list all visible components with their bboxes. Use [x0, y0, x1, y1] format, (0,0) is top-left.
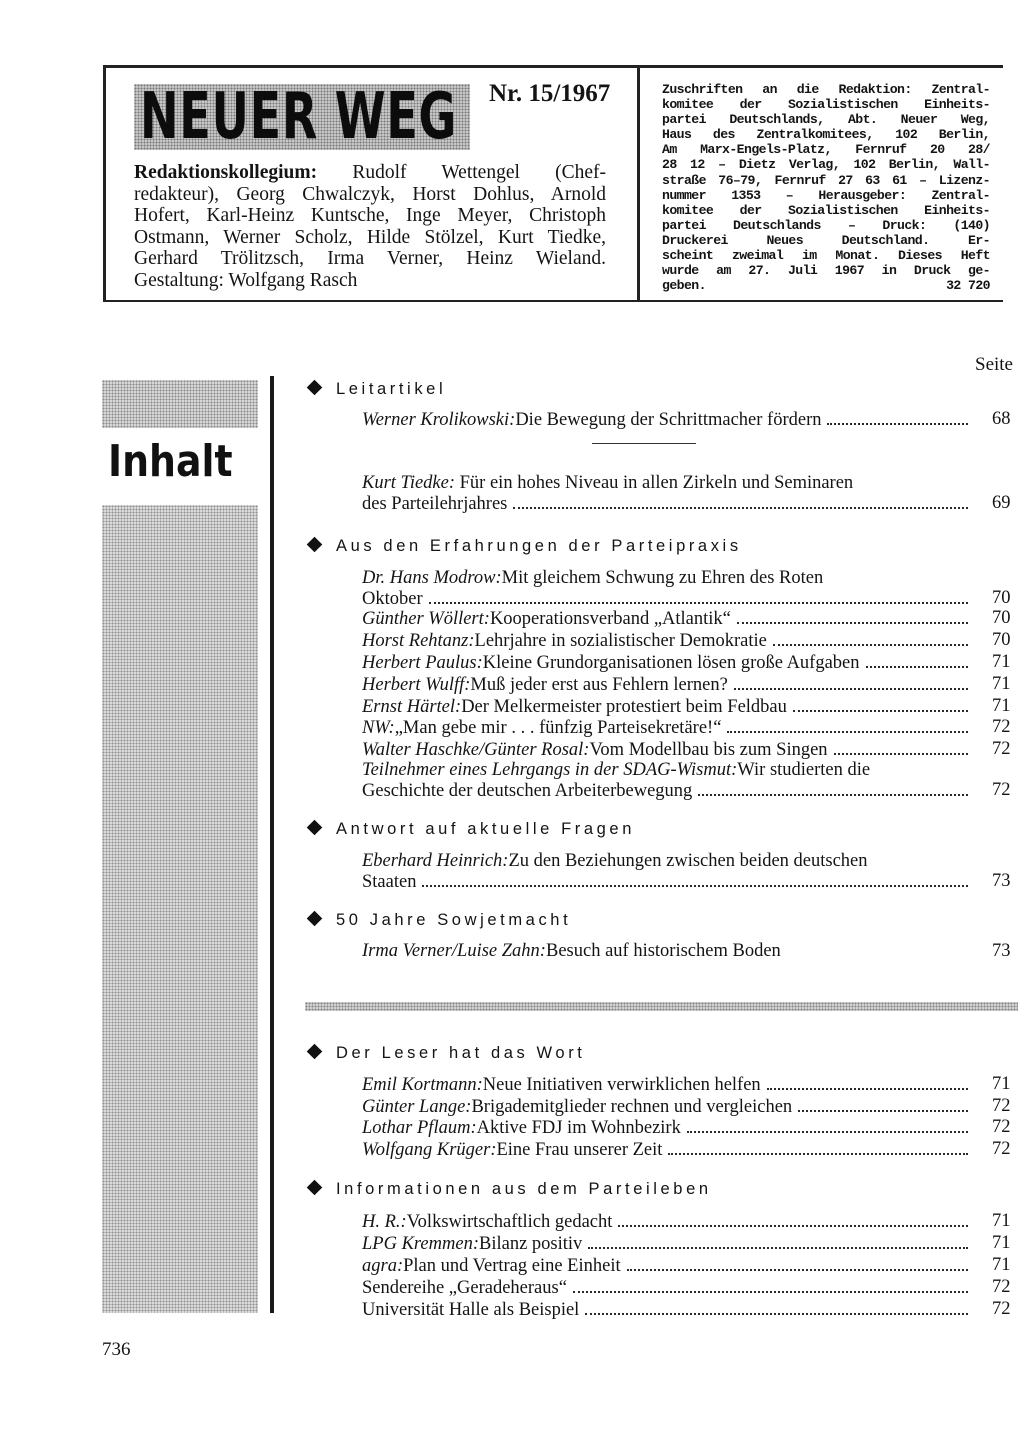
sidebar-band-top: [102, 380, 258, 428]
section-heading: Antwort auf aktuelle Fragen: [309, 820, 635, 839]
toc-entry[interactable]: [362, 739, 1011, 759]
editorial-label: Redaktionskollegium:: [134, 162, 318, 183]
contact-line: Druckerei Neues Deutschland. Er-: [662, 232, 990, 248]
diamond-bullet-icon: [307, 820, 323, 836]
entry-author: Eberhard Heinrich:: [362, 851, 509, 871]
contact-number: 32 720: [946, 278, 990, 294]
leader-dots: [698, 780, 968, 796]
leader-dots: [668, 1139, 968, 1155]
header-top-rule: [103, 65, 1003, 68]
entry-title: Der Melkermeister protestiert beim Feldbau: [461, 697, 787, 716]
entry-title: Kooperationsverband „Atlantik“: [489, 609, 731, 628]
leader-dots: [727, 717, 968, 733]
entry-title: Lehrjahre in sozialistischer Demokratie: [474, 631, 767, 650]
toc-entry[interactable]: [362, 1299, 1011, 1319]
contact-line: partei Deutschlands, Abt. Neuer Weg,: [662, 112, 990, 128]
contact-line: wurde am 27. Juli 1967 in Druck ge-: [662, 263, 990, 279]
entry-page: 71: [992, 696, 1011, 716]
entry-title-cont: Oktober: [362, 589, 423, 608]
toc-entry[interactable]: [362, 1277, 1011, 1297]
contact-line: komitee der Sozialistischen Einheits-: [662, 97, 990, 113]
entry-author: agra:: [362, 1256, 404, 1275]
section-heading: Leitartikel: [309, 380, 446, 399]
entry-page: 71: [992, 1074, 1011, 1094]
editorial-line: Gestaltung: Wolfgang Rasch: [134, 269, 358, 291]
entry-author: Herbert Paulus:: [362, 653, 483, 672]
entry-title: Mit gleichem Schwung zu Ehren des Roten: [501, 568, 824, 588]
entry-title: Zu den Beziehungen zwischen beiden deutschen: [508, 851, 868, 871]
entry-page: 72: [992, 780, 1011, 800]
entry-author: Dr. Hans Modrow:: [362, 568, 502, 588]
toc-entry[interactable]: [362, 1096, 1011, 1116]
entry-author: NW:: [362, 718, 395, 737]
entry-page: 70: [992, 608, 1011, 628]
toc-entry[interactable]: [362, 630, 1011, 650]
section-heading: Der Leser hat das Wort: [309, 1044, 585, 1063]
entry-page: 69: [992, 493, 1011, 513]
contact-line: geben. 32 720: [662, 278, 990, 294]
toc-entry[interactable]: [362, 652, 1011, 672]
contact-line: 28 12 – Dietz Verlag, 102 Berlin, Wall-: [662, 157, 990, 173]
page-number: 736: [102, 1339, 131, 1360]
contact-line: straße 76–79, Fernruf 27 63 61 – Lizenz-: [662, 172, 990, 188]
diamond-bullet-icon: [307, 1044, 323, 1060]
leader-dots: [798, 1096, 968, 1112]
section-heading: Aus den Erfahrungen der Parteipraxis: [309, 537, 742, 556]
leader-dots: [429, 588, 968, 604]
entry-title: Bilanz positiv: [478, 1234, 583, 1253]
masthead-logo: NEUER WEG: [140, 80, 458, 154]
leader-dots: [588, 1233, 968, 1249]
entry-title: „Man gebe mir . . . fünfzig Parteisekretäre!“: [394, 718, 722, 737]
toc-entry[interactable]: [362, 717, 1011, 737]
entry-title: Eine Frau unserer Zeit: [496, 1140, 663, 1159]
entry-page: 70: [992, 588, 1011, 608]
entry-author: Günter Lange:: [362, 1097, 472, 1116]
entry-author: H. R.:: [362, 1212, 407, 1231]
editorial-line: Ostmann, Werner Scholz, Hilde Stölzel, Kurt Tiedke,: [134, 226, 606, 248]
contact-line: komitee der Sozialistischen Einheits-: [662, 202, 990, 218]
contact-line: Zuschriften an die Redaktion: Zentral-: [662, 82, 990, 97]
editorial-line: redakteur), Georg Chwalczyk, Horst Dohlus, Arnold: [134, 183, 606, 205]
leader-dots: [618, 1211, 968, 1227]
entry-author: LPG Kremmen:: [362, 1234, 479, 1253]
leader-dots: [513, 493, 968, 509]
entry-title: Volkswirtschaftlich gedacht: [406, 1212, 613, 1231]
entry-author: Herbert Wulff:: [362, 675, 471, 694]
toc-entry[interactable]: [362, 696, 1011, 716]
diamond-bullet-icon: [307, 537, 323, 553]
toc-entry[interactable]: [362, 1233, 1011, 1253]
entry-author: Günther Wöllert:: [362, 609, 490, 628]
entry-title: Neue Initiativen verwirklichen helfen: [482, 1075, 761, 1094]
entry-title-cont: des Parteilehrjahres: [362, 494, 508, 513]
leader-dots: [585, 1299, 968, 1315]
entry-author: Ernst Härtel:: [362, 697, 462, 716]
entry-author: Lothar Pflaum:: [362, 1118, 477, 1137]
leader-dots: [573, 1277, 968, 1293]
sidebar-title: Inhalt: [108, 436, 233, 487]
entry-title: Universität Halle als Beispiel: [362, 1300, 580, 1319]
entry-page: 68: [992, 409, 1011, 429]
entry-page: 72: [992, 1277, 1011, 1297]
entry-author: Werner Krolikowski:: [362, 410, 516, 429]
entry-page: 72: [992, 1139, 1011, 1159]
entry-title-cont: Staaten: [362, 872, 417, 891]
entry-page: 73: [992, 941, 1011, 961]
toc-entry[interactable]: [362, 1139, 1011, 1159]
entry-author: Wolfgang Krüger:: [362, 1140, 497, 1159]
section-heading: Informationen aus dem Parteileben: [309, 1180, 712, 1199]
toc-entry[interactable]: [362, 1255, 1011, 1275]
entry-author: Walter Haschke/Günter Rosal:: [362, 740, 590, 759]
header-bottom-rule: [103, 300, 1003, 302]
diamond-bullet-icon: [307, 911, 323, 927]
entry-author: Emil Kortmann:: [362, 1075, 483, 1094]
toc-entry[interactable]: [362, 1211, 1011, 1231]
editorial-line: Redaktionskollegium: Rudolf Wettengel (Chef-: [134, 162, 606, 183]
entry-title: Brigademitglieder rechnen und vergleichen: [471, 1097, 793, 1116]
leader-dots: [834, 739, 968, 755]
leader-dots: [734, 674, 968, 690]
halftone-divider: [305, 1002, 1018, 1011]
entry-page: 73: [992, 871, 1011, 891]
entry-title-cont: Geschichte der deutschen Arbeiterbewegung: [362, 781, 693, 800]
entry-page: 71: [992, 1233, 1011, 1253]
entry-title: Besuch auf historischem Boden: [545, 941, 781, 961]
leader-dots: [793, 696, 968, 712]
leader-dots: [687, 1117, 968, 1133]
entry-title: Plan und Vertrag eine Einheit: [403, 1256, 621, 1275]
toc-entry[interactable]: [362, 1117, 1011, 1137]
toc-entry[interactable]: [362, 608, 1011, 628]
header-divider: [637, 65, 640, 302]
entry-author: Kurt Tiedke:: [362, 473, 456, 493]
editorial-line: Gerhard Trölitzsch, Irma Verner, Heinz Wieland.: [134, 248, 606, 269]
contact-line: scheint zweimal im Monat. Dieses Heft: [662, 248, 990, 264]
section-heading: 50 Jahre Sowjetmacht: [309, 911, 571, 930]
leader-dots: [627, 1255, 968, 1271]
entry-page: 72: [992, 1299, 1011, 1319]
toc-entry[interactable]: [362, 409, 1011, 429]
entry-page: 72: [992, 1096, 1011, 1116]
leader-dots: [773, 630, 968, 646]
leader-dots: [827, 409, 968, 425]
entry-author: Irma Verner/Luise Zahn:: [362, 941, 546, 961]
entry-page: 71: [992, 1211, 1011, 1231]
entry-title: Sendereihe „Geradeheraus“: [362, 1278, 567, 1297]
entry-title: Wir studierten die: [737, 760, 871, 780]
leader-dots: [422, 871, 968, 887]
contact-line: partei Deutschlands – Druck: (140): [662, 217, 990, 233]
contact-info: [662, 82, 990, 293]
entry-author: Teilnehmer eines Lehrgangs in der SDAG-Wismut:: [362, 760, 738, 780]
toc-entry[interactable]: [362, 568, 1011, 608]
separator-rule: [592, 443, 696, 444]
diamond-bullet-icon: [307, 380, 323, 396]
toc-entry[interactable]: [362, 760, 1011, 800]
sidebar-rule: [270, 376, 274, 1313]
toc-entry[interactable]: [362, 941, 1011, 961]
editorial-board: [134, 162, 606, 291]
entry-page: 72: [992, 717, 1011, 737]
entry-title: Die Bewegung der Schrittmacher fördern: [515, 410, 822, 429]
toc-entry[interactable]: [362, 473, 1011, 513]
entry-author: Horst Rehtanz:: [362, 631, 475, 650]
entry-title: Für ein hohes Niveau in allen Zirkeln und Seminaren: [455, 473, 854, 493]
leader-dots: [737, 608, 968, 624]
entry-title: Aktive FDJ im Wohnbezirk: [476, 1118, 681, 1137]
entry-title: Kleine Grundorganisationen lösen große Aufgaben: [482, 653, 860, 672]
contact-line: Haus des Zentralkomitees, 102 Berlin,: [662, 127, 990, 143]
entry-page: 71: [992, 674, 1011, 694]
entry-page: 71: [992, 652, 1011, 672]
entry-page: 72: [992, 739, 1011, 759]
contact-line: Am Marx-Engels-Platz, Fernruf 20 28/: [662, 142, 990, 158]
toc-entry[interactable]: [362, 851, 1011, 891]
header-left-rule: [103, 65, 106, 301]
sidebar-band: [102, 505, 258, 1313]
toc-entry[interactable]: [362, 674, 1011, 694]
entry-title: Muß jeder erst aus Fehlern lernen?: [470, 675, 728, 694]
leader-dots: [866, 652, 968, 668]
entry-page: 71: [992, 1255, 1011, 1275]
entry-page: 70: [992, 630, 1011, 650]
issue-number: Nr. 15/1967: [489, 80, 611, 107]
editorial-line: Hofert, Karl-Heinz Kuntsche, Inge Meyer, Christoph: [134, 205, 606, 226]
toc-entry[interactable]: [362, 1074, 1011, 1094]
contact-line: nummer 1353 – Herausgeber: Zentral-: [662, 187, 990, 203]
entry-page: 72: [992, 1117, 1011, 1137]
diamond-bullet-icon: [307, 1180, 323, 1196]
entry-title: Vom Modellbau bis zum Singen: [589, 740, 828, 759]
leader-dots: [767, 1074, 968, 1090]
page-column-label: Seite: [975, 354, 1013, 375]
